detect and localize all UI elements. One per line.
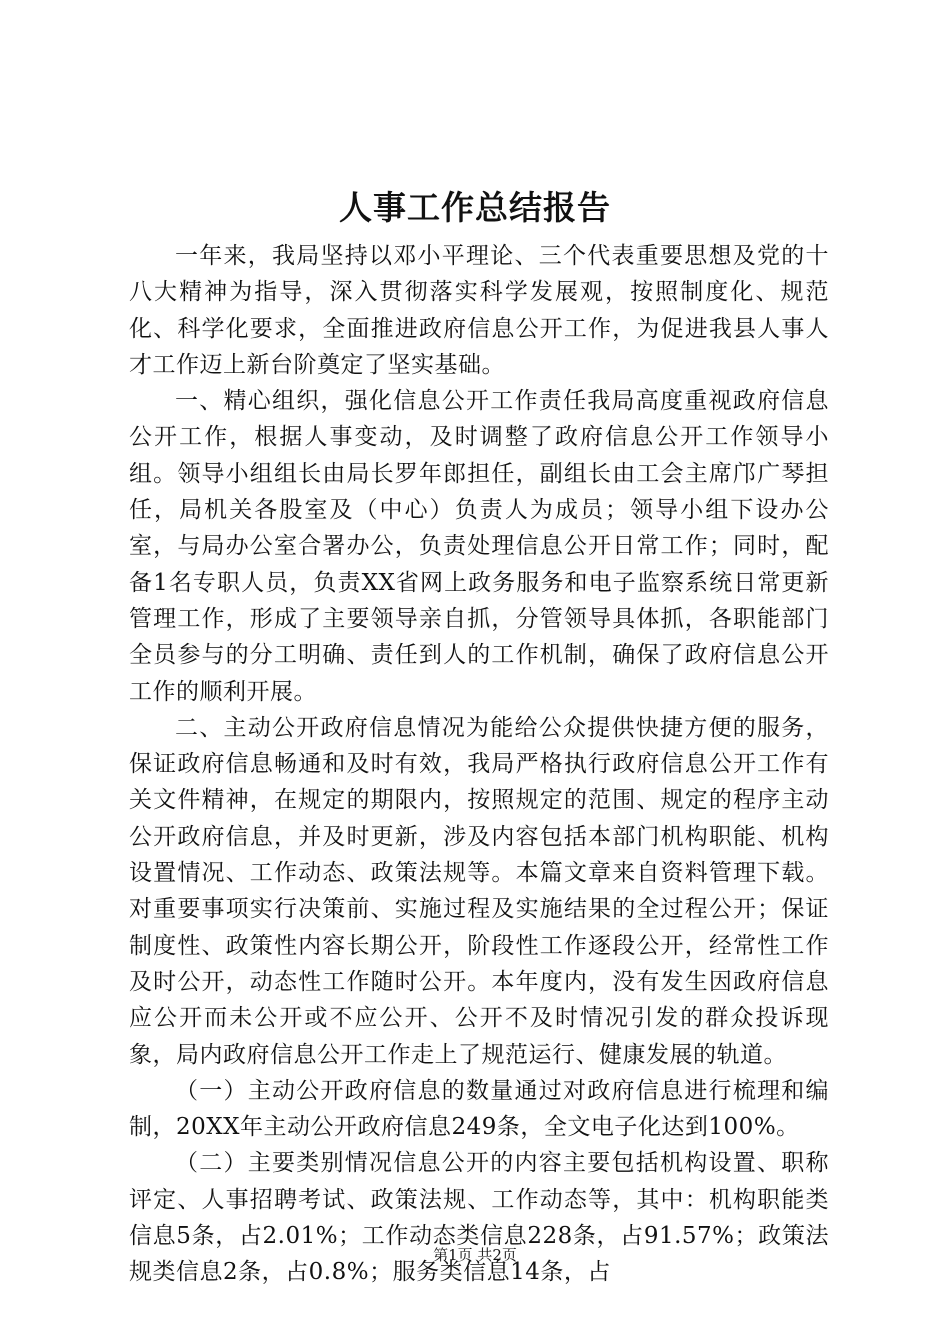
paragraph-intro: 一年来，我局坚持以邓小平理论、三个代表重要思想及党的十八大精神为指导，深入贯彻落实科学发展观，按照制度化、规范化、科学化要求，全面推进政府信息公开工作，为促进我县人事人才工作迈上新台阶奠定了坚实基础。 [129, 243, 829, 378]
page-number-footer: 第1页 共2页 [433, 1246, 517, 1264]
paragraph-section-2: 二、主动公开政府信息情况为能给公众提供快捷方便的服务，保证政府信息畅通和及时有效，我局严格执行政府信息公开工作有关文件精神，在规定的期限内，按照规定的范围、规定的程序主动公开政府信息，并及时更新，涉及内容包括本部门机构职能、机构设置情况、工作动态、政策法规等。本篇文章来自资料管理下载。对重要事项实行决策前、实施过程及实施结果的全过程公开；保证制度性、政策性内容长期公开，阶段性工作逐段公开，经常性工作及时公开，动态性工作随时公开。本年度内，没有发生因政府信息应公开而未公开或不应公开、公开不及时情况引发的群众投诉现象，局内政府信息公开工作走上了规范运行、健康发展的轨道。 [129, 714, 829, 1068]
paragraph-subsection-1: （一）主动公开政府信息的数量通过对政府信息进行梳理和编制，20XX年主动公开政府信息249条，全文电子化达到100%。 [129, 1077, 829, 1141]
paragraph-subsection-2: （二）主要类别情况信息公开的内容主要包括机构设置、职称评定、人事招聘考试、政策法规、工作动态等，其中：机构职能类信息5条，占2.01%；工作动态类信息228条，占91.57%；政策法规类信息2条，占0.8%；服务类信息14条，占 [129, 1150, 829, 1286]
document-title: 人事工作总结报告 [339, 188, 611, 227]
paragraph-section-1: 一、精心组织，强化信息公开工作责任我局高度重视政府信息公开工作，根据人事变动，及时调整了政府信息公开工作领导小组。领导小组组长由局长罗年郎担任，副组长由工会主席邝广琴担任，局机关各股室及（中心）负责人为成员；领导小组下设办公室，与局办公室合署办公，负责处理信息公开日常工作；同时，配备1名专职人员，负责XX省网上政务服务和电子监察系统日常更新管理工作，形成了主要领导亲自抓，分管领导具体抓，各职能部门全员参与的分工明确、责任到人的工作机制，确保了政府信息公开工作的顺利开展。 [129, 388, 829, 705]
document-body [129, 238, 829, 1291]
